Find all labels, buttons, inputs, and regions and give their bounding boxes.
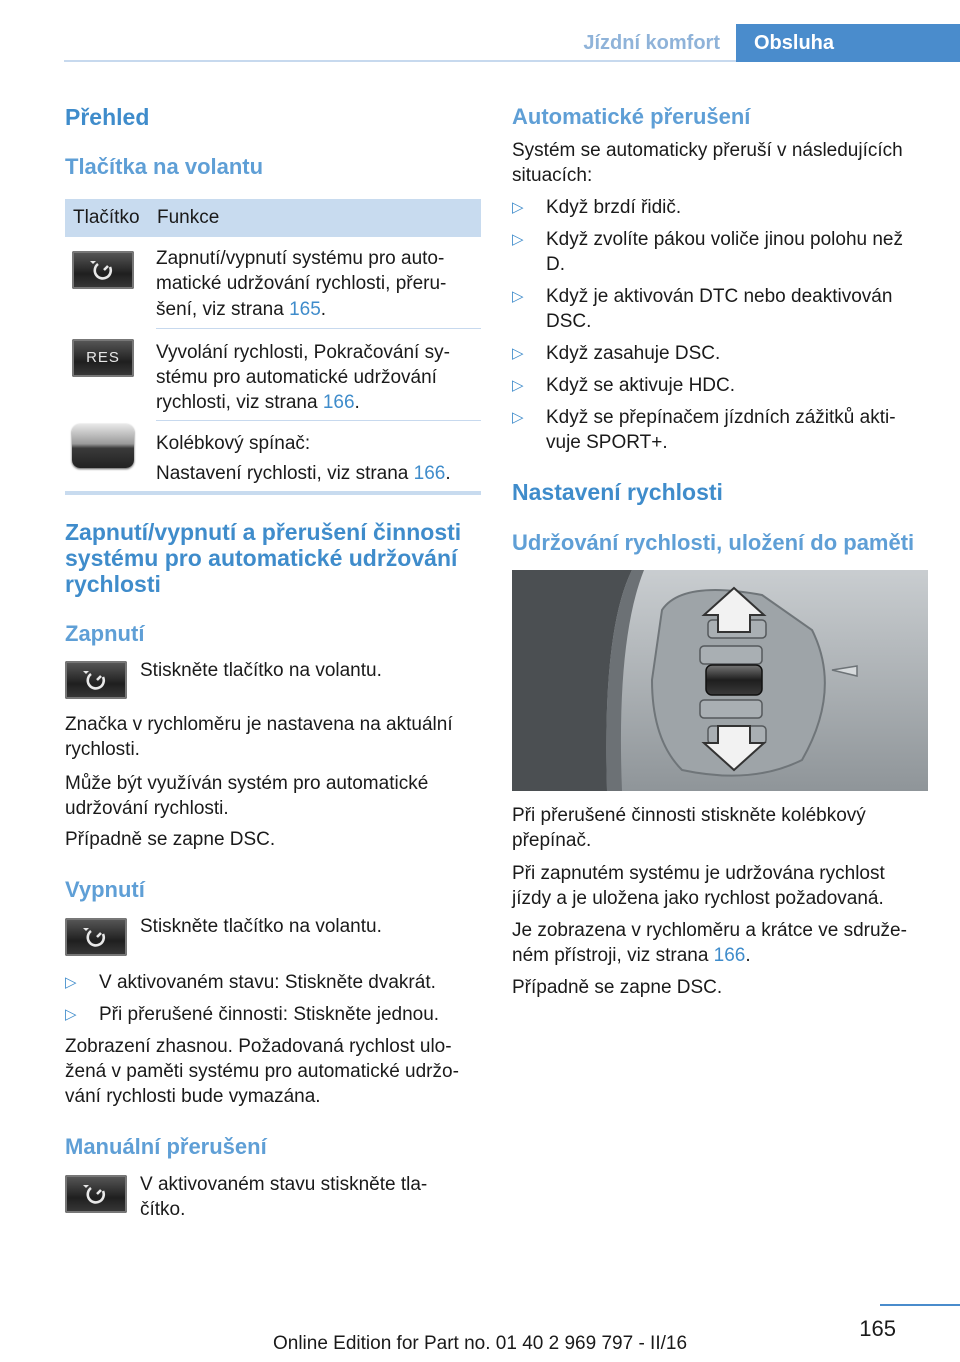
cruise-control-icon — [65, 1175, 127, 1213]
on-p1-b: rychlosti. — [65, 739, 140, 760]
list-item: ▷ Když se přepínačem jízdních zážitků akti- vuje SPORT+. — [512, 407, 896, 453]
bullet-triangle-icon: ▷ — [512, 377, 524, 394]
bullet-triangle-icon: ▷ — [512, 345, 524, 362]
steering-wheel-image — [512, 570, 928, 791]
page-link-166[interactable]: 166 — [413, 463, 446, 484]
page-link-165[interactable]: 165 — [289, 299, 321, 320]
bullet-triangle-icon: ▷ — [512, 288, 524, 305]
off-p-c: vání rychlosti bude vymazána. — [65, 1086, 321, 1107]
on-press-text: Stiskněte tlačítko na volantu. — [140, 660, 382, 681]
keep-p3-a: Je zobrazena v rychloměru a krátce ve sdruže- — [512, 920, 907, 941]
off-p-b: žená v paměti systému pro automatické udržo- — [65, 1061, 459, 1082]
cruise-control-icon — [72, 251, 134, 289]
table-row-1-line2: matické udržování rychlosti, přeru- — [156, 273, 447, 294]
chapter-tab[interactable]: Obsluha — [736, 24, 960, 62]
bullet-triangle-icon: ▷ — [65, 974, 77, 991]
keep-p3-b: ném přístroji, viz strana 166. — [512, 945, 751, 966]
keep-p2-a: Při zapnutém systému je udržována rychlost — [512, 863, 885, 884]
page-link-166[interactable]: 166 — [713, 945, 746, 966]
manual-press-b: čítko. — [140, 1199, 186, 1220]
column-header-function: Funkce — [157, 207, 220, 228]
table-row-3-line1: Kolébkový spínač: — [156, 433, 311, 454]
auto-intro-b: situacích: — [512, 165, 593, 186]
bullet-triangle-icon: ▷ — [512, 231, 524, 248]
table-header — [65, 199, 481, 237]
manual-title: Manuální přerušení — [65, 1134, 267, 1159]
row-divider — [156, 420, 481, 421]
table-row-2-line3: rychlosti, viz strana 166. — [156, 392, 360, 413]
on-p2-a: Může být využíván systém pro automatické — [65, 773, 429, 794]
speed-title: Nastavení rychlosti — [512, 479, 723, 505]
row-divider — [156, 328, 481, 329]
keep-p4: Případně se zapne DSC. — [512, 977, 723, 998]
cruise-control-icon — [65, 661, 127, 699]
column-header-button: Tlačítko — [73, 207, 140, 228]
page-link-166[interactable]: 166 — [322, 392, 355, 413]
table-bottom-rule — [65, 491, 481, 495]
section-tab[interactable]: Jízdní komfort — [567, 26, 736, 60]
edition-footer: Online Edition for Part no. 01 40 2 969 797 - II/16 — [272, 1333, 688, 1354]
bullet-triangle-icon: ▷ — [512, 199, 524, 216]
auto-intro-a: Systém se automaticky přeruší v následujících — [512, 140, 903, 161]
on-p1-a: Značka v rychloměru je nastavena na aktuální — [65, 714, 453, 735]
keep-speed-title: Udržování rychlosti, uložení do paměti — [512, 530, 915, 555]
onoff-title-line1: Zapnutí/vypnutí a přerušení činnosti — [65, 519, 462, 545]
auto-title: Automatické přerušení — [512, 104, 751, 129]
off-title: Vypnutí — [65, 877, 145, 902]
off-p-a: Zobrazení zhasnou. Požadovaná rychlost ulo- — [65, 1036, 452, 1057]
bullet-triangle-icon: ▷ — [65, 1006, 77, 1023]
list-item: ▷ Když zvolíte pákou voliče jinou polohu než D. — [512, 229, 904, 275]
keep-p1-b: přepínač. — [512, 830, 592, 851]
footer-rule — [880, 1304, 960, 1306]
on-p2-b: udržování rychlosti. — [65, 798, 229, 819]
res-button-icon: RES — [72, 339, 134, 377]
page-number: 165 — [859, 1316, 896, 1341]
cruise-control-icon — [65, 918, 127, 956]
on-title: Zapnutí — [65, 621, 145, 646]
bullet-triangle-icon: ▷ — [512, 409, 524, 426]
off-press-text: Stiskněte tlačítko na volantu. — [140, 916, 382, 937]
buttons-title: Tlačítka na volantu — [65, 154, 264, 179]
keep-p2-b: jízdy a je uložena jako rychlost požadovaná. — [512, 888, 884, 909]
onoff-title-line3: rychlosti — [65, 571, 161, 597]
on-p3: Případně se zapne DSC. — [65, 829, 276, 850]
table-row-2-line2: stému pro automatické udržování — [156, 367, 437, 388]
onoff-title-line2: systému pro automatické udržování — [65, 545, 458, 571]
table-row-2-line1: Vyvolání rychlosti, Pokračování sy- — [156, 342, 450, 363]
table-row-1-line1: Zapnutí/vypnutí systému pro auto- — [156, 248, 445, 269]
manual-press-a: V aktivovaném stavu stiskněte tla- — [140, 1174, 428, 1195]
list-item: ▷ Když je aktivován DTC nebo deaktivován DSC. — [512, 286, 893, 332]
keep-p1-a: Při přerušené činnosti stiskněte kolébkový — [512, 805, 866, 826]
rocker-switch-icon — [72, 424, 134, 468]
overview-title: Přehled — [65, 104, 150, 130]
table-row-1-line3: šení, viz strana 165. — [156, 299, 327, 320]
table-row-3-line2: Nastavení rychlosti, viz strana 166. — [156, 463, 451, 484]
